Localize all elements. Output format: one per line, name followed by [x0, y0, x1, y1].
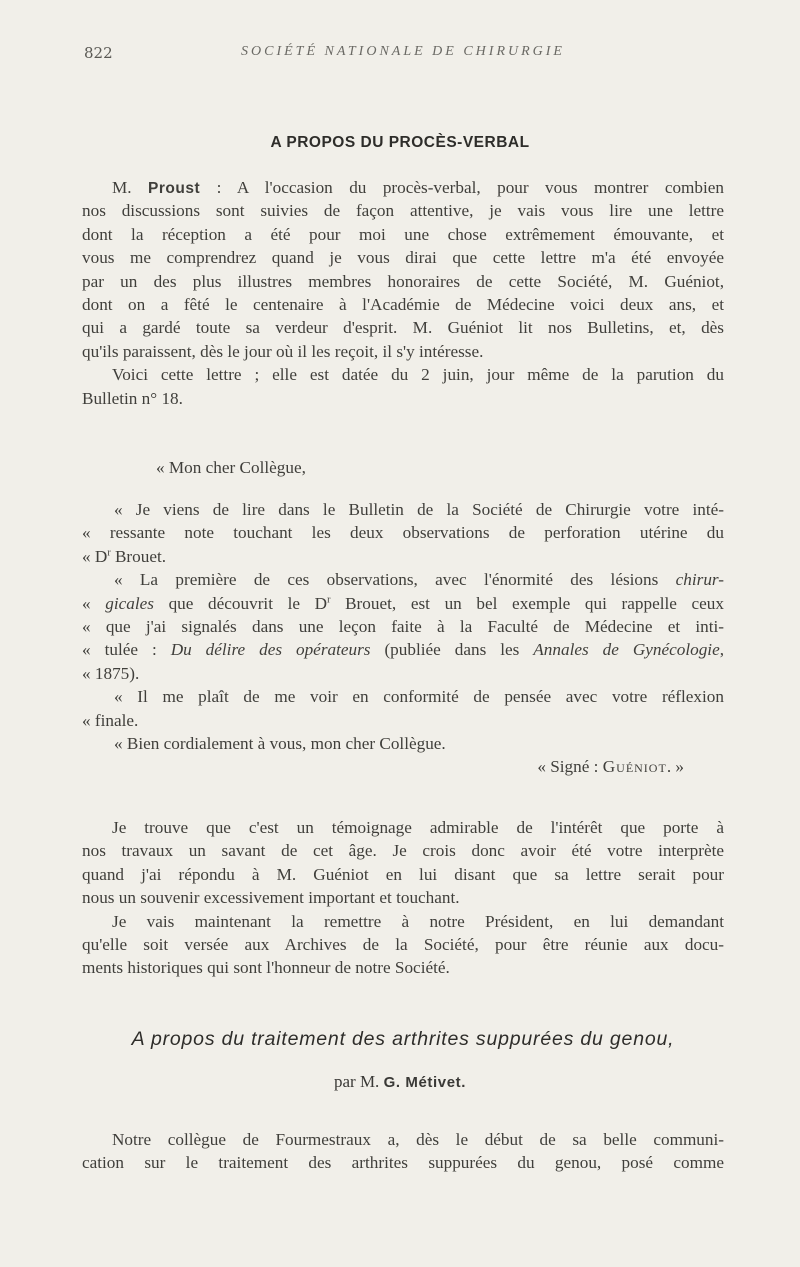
letter-text: que découvrit le D	[153, 593, 328, 613]
running-head	[84, 44, 722, 68]
letter-italic: gicales	[105, 593, 154, 613]
body-line: quand j'ai répondu à M. Guéniot en lui disant que sa lettre serait pour	[82, 864, 724, 884]
letter-italic: chirur-	[675, 570, 724, 590]
body-line: Je trouve que c'est un témoignage admirable de l'intérêt que porte à	[112, 818, 724, 837]
journal-title: SOCIÉTÉ NATIONALE DE CHIRURGIE	[241, 44, 565, 59]
signature-prefix: « Signé :	[537, 757, 603, 777]
intro-line: dont la réception a été pour moi une chose extrêmement émouvante, et	[82, 224, 724, 244]
letter-closing: « Bien cordialement à vous, mon cher Collègue.	[114, 733, 446, 753]
letter-text: ,	[719, 640, 724, 660]
intro-line: qu'ils paraissent, dès le jour où il les reçoit, il s'y intéresse.	[82, 341, 484, 361]
letter-line	[82, 638, 724, 661]
signature-name: Guéniot	[602, 757, 667, 777]
superscript: r	[327, 593, 331, 605]
signature-suffix: . »	[666, 757, 684, 777]
letter-italic: Du délire des opérateurs	[170, 640, 371, 660]
intro-line: par un des plus illustres membres honoraires de cette Société, M. Guéniot,	[82, 271, 724, 291]
body-line: Notre collègue de Fourmestraux a, dès le début de sa belle communi-	[112, 1130, 724, 1149]
intro-line: Bulletin n° 18.	[82, 388, 183, 408]
letter-text: Brouet, est un bel exemple qui rappelle ceux	[330, 593, 724, 613]
article-byline	[0, 1072, 800, 1092]
letter-salutation: « Mon cher Collègue,	[156, 458, 306, 477]
letter-text: « D	[82, 546, 108, 566]
intro-line: Voici cette lettre ; elle est datée du 2 juin, jour même de la parution du	[112, 365, 724, 385]
body-line: ments historiques qui sont l'honneur de notre Société.	[82, 958, 450, 978]
intro-line1-rest: : A l'occasion du procès-verbal, pour vous montrer combien	[200, 178, 725, 197]
letter-signature	[82, 755, 724, 778]
intro-line: vous me comprendrez quand je vous dirai que cette lettre m'a été envoyée	[82, 248, 724, 268]
speaker-name: Proust	[148, 180, 201, 197]
letter-text: (publiée dans les	[370, 640, 534, 660]
letter-text: Brouet.	[110, 546, 167, 566]
letter-line: « Je viens de lire dans le Bulletin de la Société de Chirurgie votre inté-	[114, 500, 724, 519]
letter-italic: Annales de Gynécologie	[533, 640, 720, 660]
letter-line: « que j'ai signalés dans une leçon faite à la Faculté de Médecine et inti-	[82, 616, 724, 636]
body-line: cation sur le traitement des arthrites suppurées du genou, posé comme	[82, 1153, 724, 1173]
article-title: A propos du traitement des arthrites suppurées du genou,	[131, 1028, 675, 1050]
letter-line	[82, 545, 724, 568]
letter-text: « tulée :	[82, 640, 171, 660]
letter-salutation-block	[82, 456, 724, 479]
letter-line: « 1875).	[82, 663, 140, 683]
intro-line: nos discussions sont suivies de façon attentive, je vais vous lire une lettre	[82, 201, 724, 221]
speaker-prefix: M.	[112, 178, 132, 197]
byline-author: G. Métivet.	[383, 1074, 467, 1091]
after-letter-paragraph	[82, 816, 724, 980]
article-paragraph	[82, 1128, 724, 1175]
intro-line: dont on a fêté le centenaire à l'Académie de Médecine voici deux ans, et	[82, 294, 724, 314]
letter-text: «	[82, 593, 91, 613]
page-number: 822	[84, 44, 113, 62]
byline-prefix: par M.	[333, 1072, 380, 1091]
letter-text: « La première de ces observations, avec l'énormité des lésions	[114, 570, 676, 590]
body-line: qu'elle soit versée aux Archives de la Société, pour être réunie aux docu-	[82, 934, 724, 954]
body-line: Je vais maintenant la remettre à notre Président, en lui demandant	[112, 911, 724, 931]
intro-line: qui a gardé toute sa verdeur d'esprit. M. Guéniot lit nos Bulletins, et, dès	[82, 318, 724, 338]
letter-line: « ressante note touchant les deux observations de perforation utérine du	[82, 523, 724, 543]
letter-line	[82, 568, 724, 591]
intro-paragraph	[82, 176, 724, 410]
letter-line: « Il me plaît de me voir en conformité de pensée avec votre réflexion	[114, 687, 724, 707]
section-title: A PROPOS DU PROCÈS-VERBAL	[270, 134, 530, 151]
body-line: nous un souvenir excessivement important et touchant.	[82, 888, 460, 908]
letter-line: « finale.	[82, 710, 139, 730]
intro-line	[82, 176, 724, 199]
superscript: r	[107, 547, 111, 559]
body-line: nos travaux un savant de cet âge. Je crois donc avoir été votre interprète	[82, 841, 724, 861]
letter-line	[82, 592, 724, 615]
letter-body	[82, 498, 724, 779]
